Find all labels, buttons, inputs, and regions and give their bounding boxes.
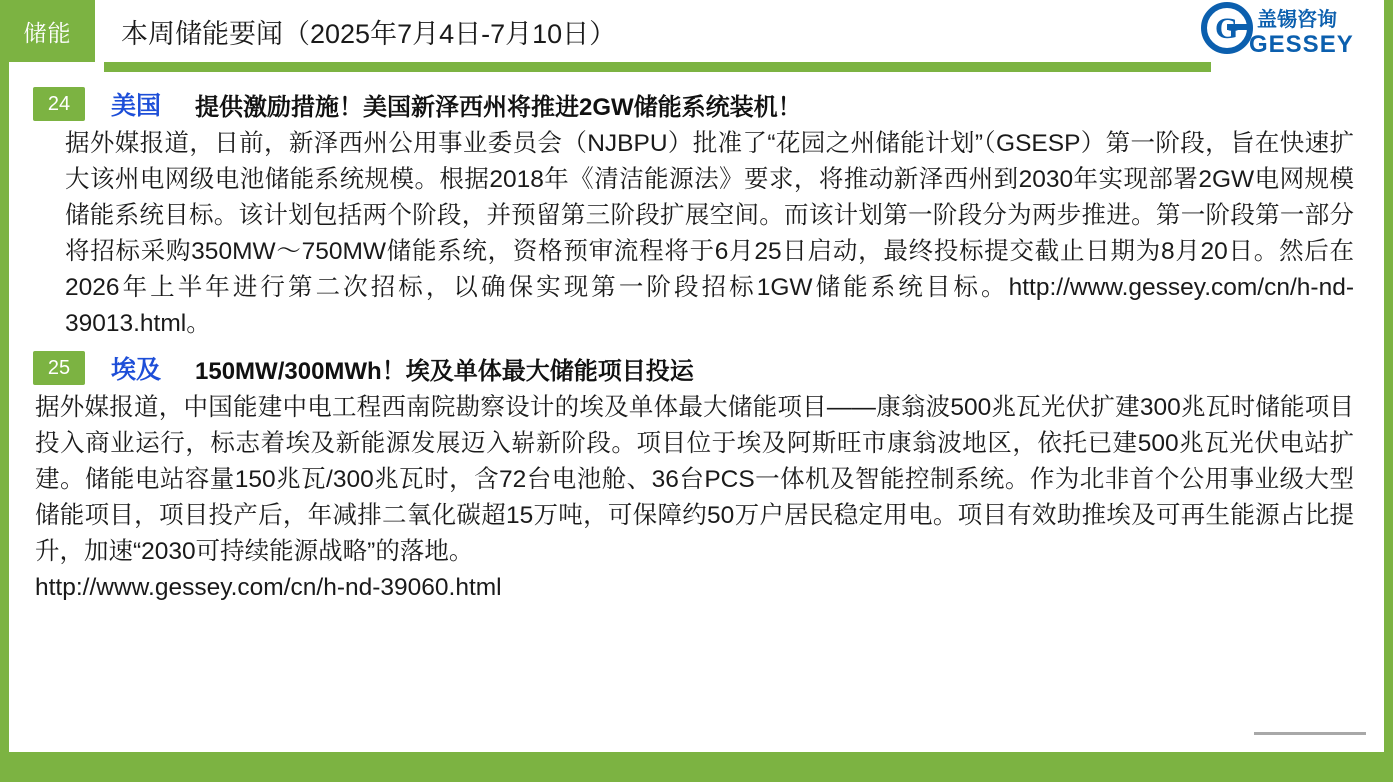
news-item — [33, 350, 1362, 606]
slide-header — [9, 0, 1384, 72]
news-country-label: 美国 — [111, 92, 162, 120]
footer-marker-line — [1254, 732, 1366, 735]
news-body: 据外媒报道，中国能建中电工程西南院勘察设计的埃及单体最大储能项目——康翁波500兆瓦光伏扩建300兆瓦时储能项目投入商业运行，标志着埃及新能源发展迈入崭新阶段。项目位于埃及阿斯旺市康翁波地区，依托已建500兆瓦光伏电站扩建。储能电站容量150兆瓦/300兆瓦时，含72台电池舱、36台PCS一体机及智能控制系统。作为北非首个公用事业级大型储能项目，项目投产后，年减排二氧化碳超15万吨，可保障约50万户居民稳定用电。项目有效助推埃及可再生能源占比提升，加速“2030可持续能源战略”的落地。 — [35, 394, 1354, 565]
news-headline-row — [33, 350, 1362, 386]
news-list — [9, 72, 1384, 606]
news-headline: 提供激励措施！美国新泽西州将推进2GW储能系统装机！ — [195, 93, 802, 121]
news-headline: 150MW/300MWh！埃及单体最大储能项目投运 — [195, 357, 694, 385]
news-country-label: 埃及 — [111, 356, 162, 384]
news-body: 据外媒报道，日前，新泽西州公用事业委员会（NJBPU）批准了“花园之州储能计划”（GSESP）第一阶段，旨在快速扩大该州电网级电池储能系统规模。根据2018年《清洁能源法》要求，将推动新泽西州到2030年实现部署2GW电网规模储能系统目标。该计划包括两个阶段，并预留第三阶段扩展空间。而该计划第一阶段分为两步推进。第一阶段第一部分将招标采购350MW～750MW储能系统，资格预审流程将于6月25日启动，最终投标提交截止日期为8月20日。然后在2026年上半年进行第二次招标，以确保实现第一阶段招标1GW储能系统目标。http://www.gessey.com/cn/h-nd-39013.html。 — [65, 130, 1354, 337]
footer-bar — [0, 752, 1393, 782]
news-source-url[interactable]: http://www.gessey.com/cn/h-nd-39060.html — [35, 574, 502, 601]
svg-text:GESSEY: GESSEY — [1249, 31, 1354, 58]
news-headline-row — [33, 86, 1362, 122]
page-title: 本周储能要闻（2025年7月4日-7月10日） — [121, 18, 617, 49]
news-number-badge: 25 — [33, 351, 85, 385]
header-underline — [104, 62, 1211, 72]
svg-text:盖锡咨询: 盖锡咨询 — [1257, 9, 1337, 31]
news-number-badge: 24 — [33, 87, 85, 121]
header-category-tag: 储能 — [0, 0, 95, 62]
gessey-logo — [1191, 2, 1376, 64]
news-item — [33, 86, 1362, 342]
svg-text:G: G — [1215, 12, 1239, 45]
